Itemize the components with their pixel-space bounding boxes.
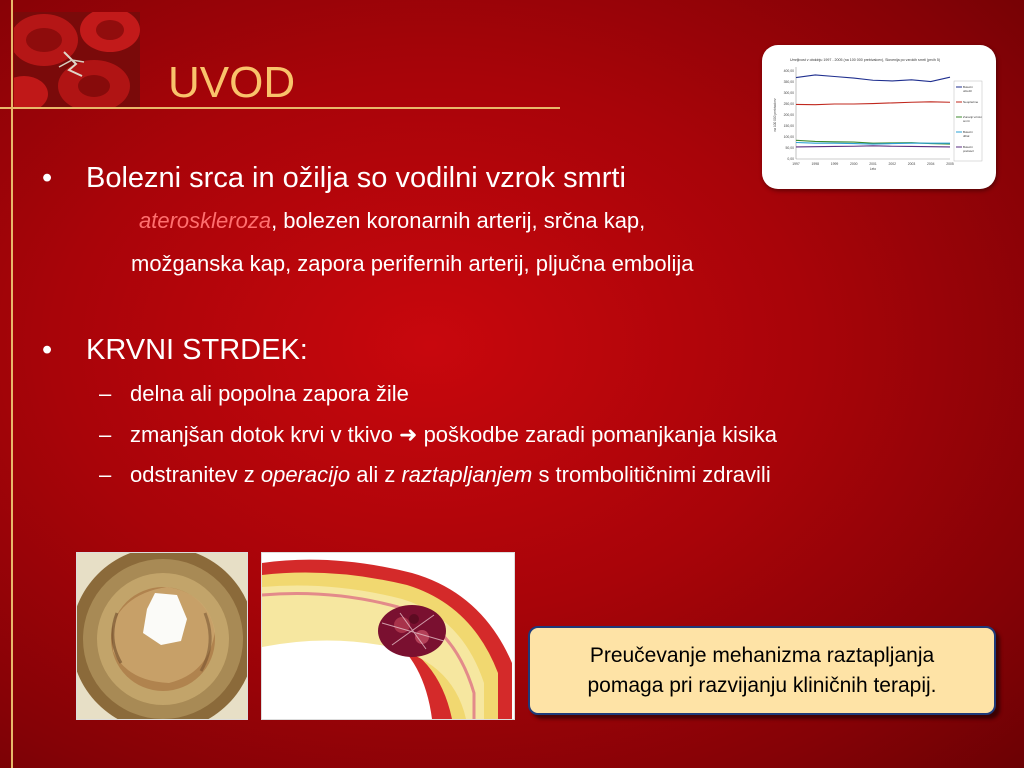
y-tick-label: 400,00 <box>783 69 794 74</box>
operation-term: operacijo <box>260 462 351 487</box>
y-tick-label: 350,00 <box>783 80 794 85</box>
y-tick-label: 250,00 <box>783 102 794 107</box>
bullet-marker: • <box>42 334 53 366</box>
note-line-2: pomaga pri razvijanju kliničnih terapij. <box>587 674 937 697</box>
detail-line1-rest: , bolezen koronarnih arterij, srčna kap, <box>271 208 646 233</box>
x-tick-label: 2005 <box>946 162 954 166</box>
y-tick-label: 200,00 <box>783 113 794 118</box>
y-tick-label: 0,00 <box>787 157 794 162</box>
x-tick-label: 1998 <box>811 162 820 166</box>
subitem-2 <box>130 422 777 448</box>
bullet-1-detail-line2: možganska kap, zapora perifernih arterij, pljučna embolija <box>131 251 694 276</box>
subitem-3 <box>130 462 771 488</box>
research-note-box <box>528 626 996 715</box>
subitem-3-part2: ali z <box>350 462 402 487</box>
chart-title: Umrljivost v obdobju 1997 - 2005 (na 100 000 prebivalcev), Slovenija po vzrokih smrti (prvih 5) <box>790 58 941 62</box>
subitem-3-part1: odstranitev z <box>130 462 261 487</box>
dash-marker: – <box>99 462 112 487</box>
legend-label: smrti <box>963 119 970 123</box>
artery-photo-svg <box>77 553 247 719</box>
slide-title: UVOD <box>168 58 296 107</box>
y-tick-label: 150,00 <box>783 124 794 129</box>
blood-clot-illustration <box>261 552 515 720</box>
x-tick-label: 2003 <box>907 162 916 166</box>
y-axis-label: na 100 000 prebivalcev <box>773 98 777 132</box>
subitem-2-after: poškodbe zaradi pomanjkanja kisika <box>423 422 777 447</box>
legend-label: Zunanji vzroki <box>963 115 982 119</box>
bullet-1-text: Bolezni srca in ožilja so vodilni vzrok smrti <box>86 162 626 194</box>
bullet-marker: • <box>42 162 53 194</box>
legend-label: Neoplazme <box>963 100 979 104</box>
x-tick-label: 1997 <box>792 162 800 166</box>
legend-label: dihal <box>963 134 970 138</box>
subitem-1: delna ali popolna zapora žile <box>130 381 409 406</box>
bullet-2-text: KRVNI STRDEK: <box>86 334 308 366</box>
y-tick-label: 300,00 <box>783 91 794 96</box>
dissolution-term: raztapljanjem <box>401 462 533 487</box>
x-tick-label: 2004 <box>926 162 935 166</box>
x-axis-label: Leto <box>869 167 877 171</box>
artery-cross-section-photo <box>76 552 248 720</box>
x-tick-label: 2002 <box>888 162 897 166</box>
clot-illustration-svg <box>262 553 514 719</box>
note-line-1: Preučevanje mehanizma raztapljanja <box>589 644 935 667</box>
right-arrow-icon: ➜ <box>399 422 418 447</box>
legend-label: Bolezni <box>963 145 973 149</box>
legend-label: Bolezni <box>963 130 973 134</box>
dash-marker: – <box>99 381 112 406</box>
x-tick-label: 2001 <box>869 162 877 166</box>
x-tick-label: 1999 <box>830 162 839 166</box>
legend-label: Bolezni <box>963 85 973 89</box>
x-tick-label: 2000 <box>849 162 858 166</box>
legend-label: prebavil <box>963 149 974 153</box>
dash-marker: – <box>99 422 112 447</box>
y-tick-label: 50,00 <box>785 146 794 151</box>
subitem-2-before: zmanjšan dotok krvi v tkivo <box>130 422 393 447</box>
subitem-3-part3: s trombolitičnimi zdravili <box>532 462 771 487</box>
y-tick-label: 100,00 <box>783 135 794 140</box>
bullet-1-detail-line1 <box>139 208 645 234</box>
legend-label: obtočil <box>963 89 972 93</box>
atherosclerosis-term: ateroskleroza <box>139 208 272 233</box>
